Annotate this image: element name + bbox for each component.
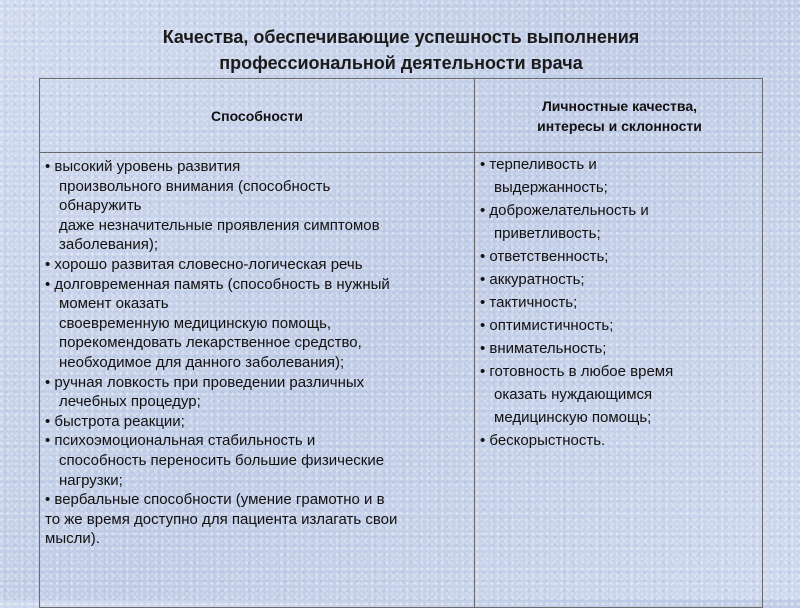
page-title	[40, 24, 762, 76]
list-item: своевременную медицинскую помощь,	[59, 314, 332, 332]
personal-qualities-list	[480, 153, 762, 452]
list-item: • вербальные способности (умение грамотно и в	[45, 491, 385, 509]
list-item: мысли).	[45, 530, 100, 548]
list-item: момент оказать	[59, 295, 169, 313]
list-item: • доброжелательность и	[480, 202, 649, 219]
list-item: • готовность в любое время	[480, 363, 674, 380]
list-item: необходимое для данного заболевания);	[59, 353, 345, 371]
list-item: • терпеливость и	[480, 156, 597, 173]
list-item: • быстрота реакции;	[45, 412, 185, 430]
list-item: медицинскую помощь;	[494, 409, 652, 426]
list-item: лечебных процедур;	[59, 393, 201, 411]
title-line-2: профессиональной деятельности врача	[219, 53, 583, 73]
list-item: даже незначительные проявления симптомов	[59, 216, 380, 234]
header-personal-line-1: Личностные качества,	[541, 97, 698, 114]
header-personal-line-2: интересы и склонности	[537, 117, 702, 134]
abilities-list	[45, 157, 470, 549]
list-item: • психоэмоциональная стабильность и	[45, 432, 316, 450]
list-item: приветливость;	[494, 225, 601, 242]
header-personal-qualities	[475, 79, 764, 152]
list-item: то же время доступно для пациента излагать свои	[45, 510, 398, 528]
list-item: • внимательность;	[480, 340, 607, 357]
list-item: порекомендовать лекарственное средство,	[59, 334, 362, 352]
list-item: оказать нуждающимся	[494, 386, 653, 403]
list-item: • ответственность;	[480, 248, 609, 265]
list-item: обнаружить	[59, 197, 142, 215]
list-item: выдержанность;	[494, 179, 608, 196]
list-item: • тактичность;	[480, 294, 578, 311]
list-item: нагрузки;	[59, 471, 123, 489]
list-item: • долговременная память (способность в нужный	[45, 275, 390, 293]
header-abilities-label: Способности	[211, 107, 303, 124]
list-item: • аккуратность;	[480, 271, 585, 288]
list-item: заболевания);	[59, 236, 159, 254]
list-item: • бескорыстность.	[480, 432, 606, 449]
list-item: • хорошо развитая словесно-логическая речь	[45, 255, 363, 273]
list-item: • высокий уровень развития	[45, 158, 241, 175]
column-divider	[474, 79, 475, 607]
list-item: • ручная ловкость при проведении различных	[45, 373, 365, 391]
header-abilities	[40, 79, 474, 152]
list-item: способность переносить большие физические	[59, 451, 385, 469]
qualities-table	[39, 78, 763, 608]
title-line-1: Качества, обеспечивающие успешность выполнения	[162, 27, 640, 47]
list-item: произвольного внимания (способность	[59, 177, 331, 195]
list-item: • оптимистичность;	[480, 317, 614, 334]
